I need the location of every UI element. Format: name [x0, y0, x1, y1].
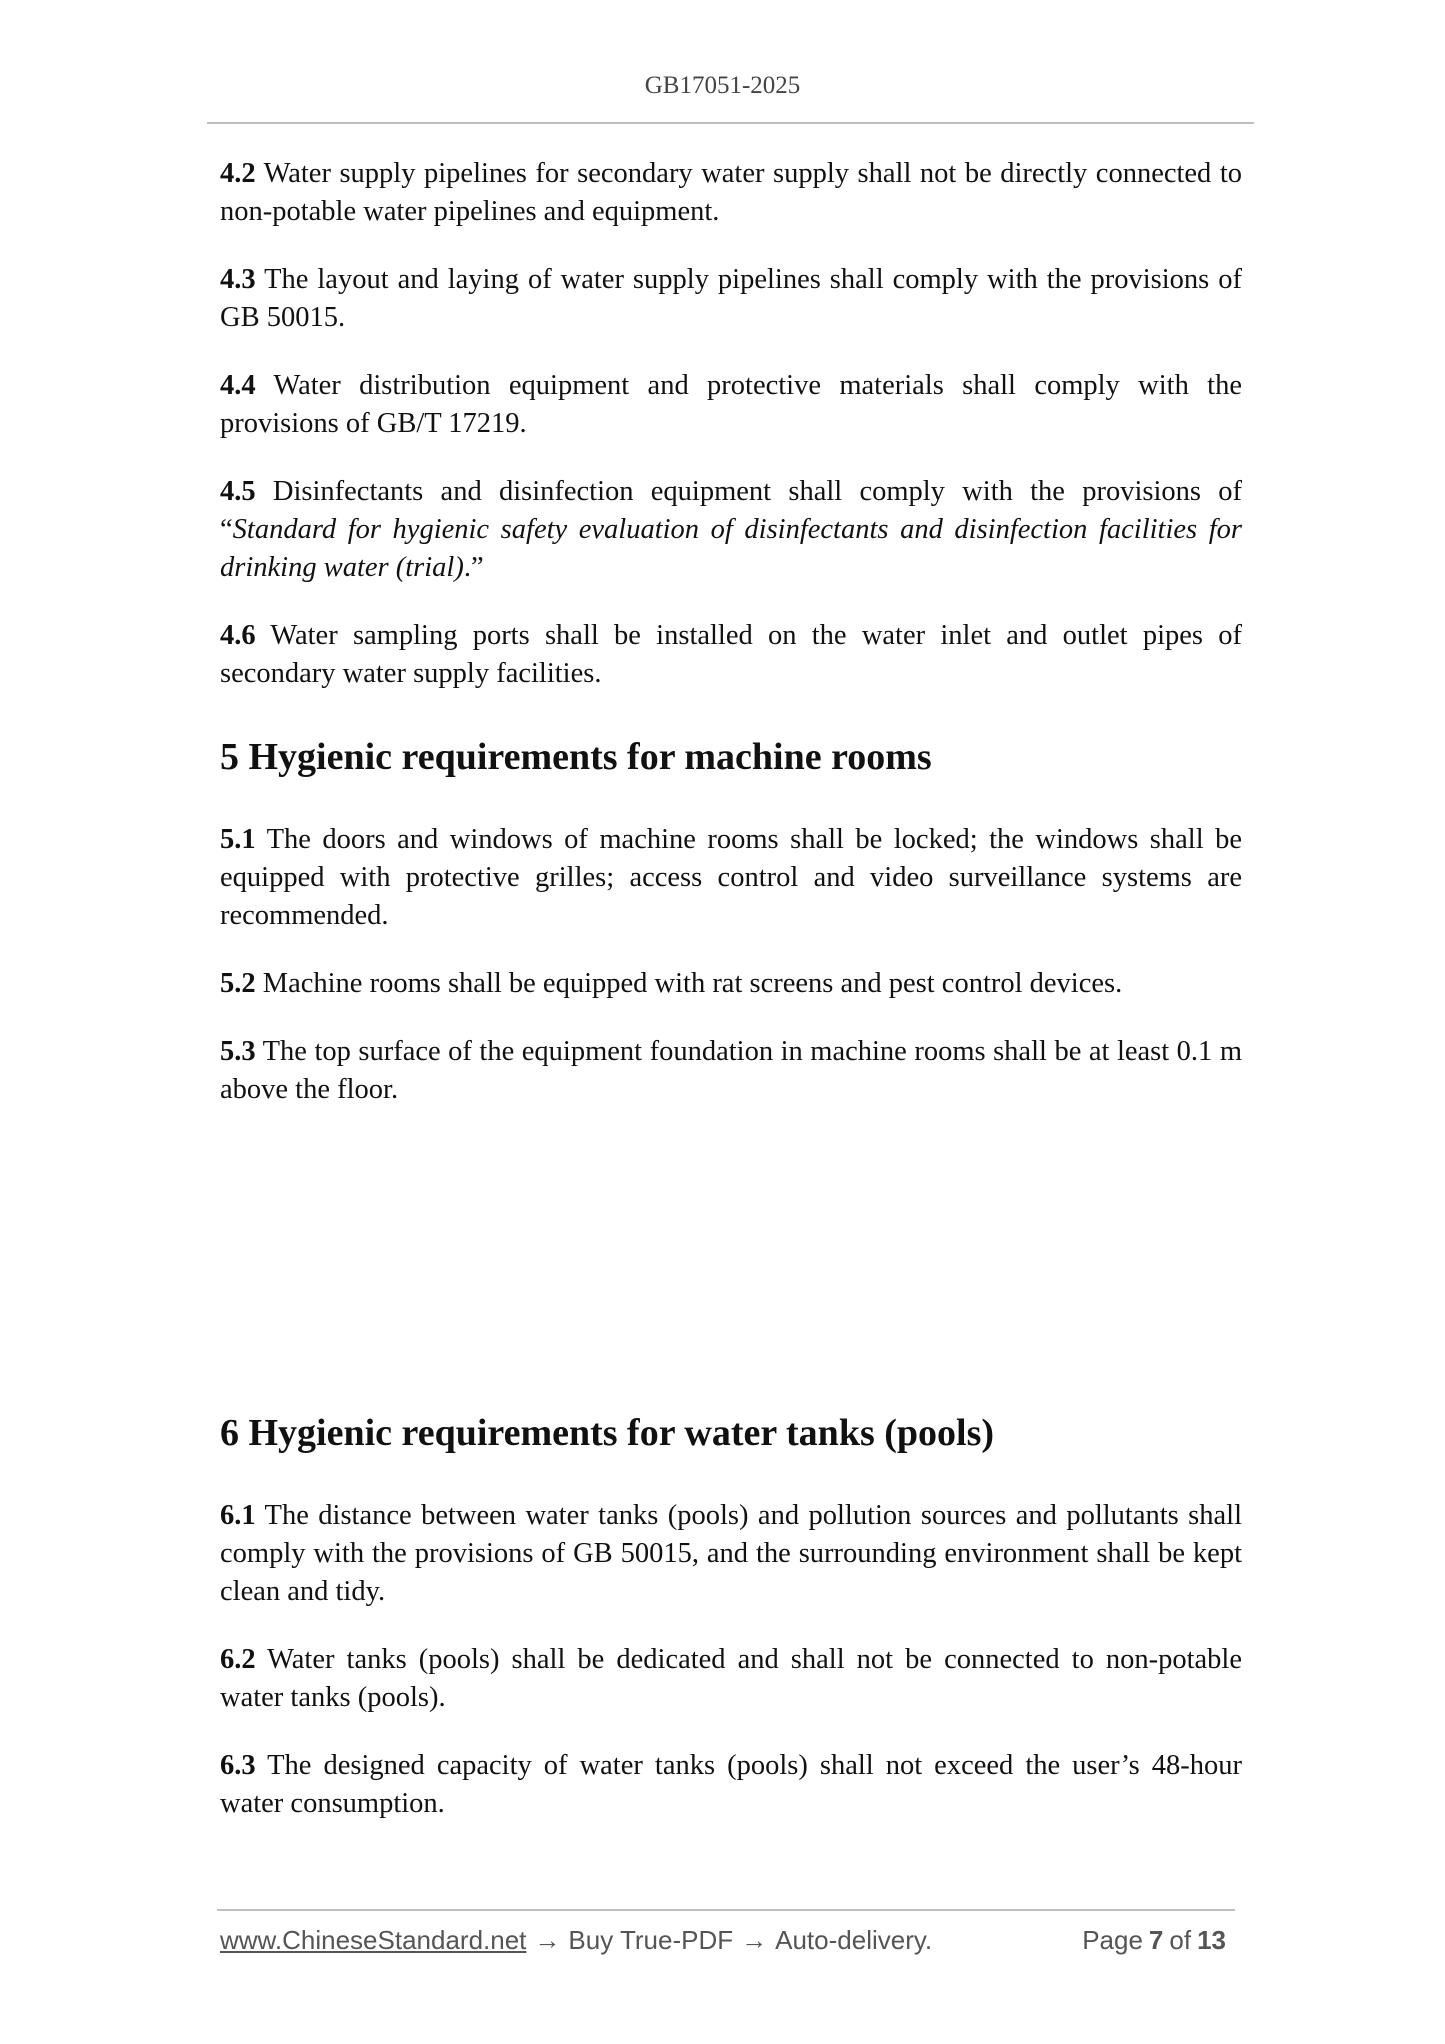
clause-4-4 — [220, 367, 1242, 443]
clause-4-5 — [220, 473, 1242, 587]
page-of-label: of — [1169, 1925, 1192, 1955]
page-label: Page — [1082, 1925, 1143, 1955]
clause-4-2 — [220, 155, 1242, 231]
document-id: GB17051-2025 — [644, 72, 801, 99]
clause-text: The top surface of the equipment foundation in machine rooms shall be at least 0.1 m above the floor. — [220, 1036, 1242, 1105]
cited-standard-title: Standard for hygienic safety evaluation of disinfectants and disinfection facilities for drinking water (trial) — [220, 514, 1242, 583]
clause-text: The layout and laying of water supply pipelines shall comply with the provisions of GB 50015. — [220, 264, 1242, 333]
footer-divider — [217, 1909, 1235, 1911]
page-indicator — [1082, 1925, 1232, 1956]
clause-text: Disinfectants and disinfection equipment shall comply with the provisions of “ — [220, 476, 1242, 545]
clause-number: 5.2 — [220, 968, 256, 999]
page-footer — [220, 1925, 1232, 1956]
clause-number: 6.3 — [220, 1750, 256, 1781]
clause-4-3 — [220, 261, 1242, 337]
document-body — [220, 155, 1242, 1853]
clause-text: Water tanks (pools) shall be dedicated and shall not be connected to non-potable water tanks (pools). — [220, 1644, 1242, 1713]
clause-text: Water sampling ports shall be installed on the water inlet and outlet pipes of secondary water supply facilities. — [220, 620, 1242, 689]
clause-5-3 — [220, 1033, 1242, 1109]
clause-6-1 — [220, 1497, 1242, 1611]
clause-number: 4.6 — [220, 620, 256, 651]
page-header — [0, 72, 1445, 100]
clause-text: The designed capacity of water tanks (pools) shall not exceed the user’s 48-hour water consumption. — [220, 1750, 1242, 1819]
total-pages: 13 — [1197, 1925, 1226, 1955]
clause-number: 5.3 — [220, 1036, 256, 1067]
footer-left — [220, 1925, 932, 1956]
arrow-right-icon: → — [534, 1925, 561, 1955]
delivery-text: Auto-delivery. — [775, 1925, 933, 1955]
clause-number: 6.1 — [220, 1500, 256, 1531]
clause-number: 5.1 — [220, 824, 256, 855]
section-6-heading: 6 Hygienic requirements for water tanks (pools) — [220, 1412, 995, 1454]
clause-number: 4.2 — [220, 158, 256, 189]
clause-text: The distance between water tanks (pools) and pollution sources and pollutants shall comply with the provisions of GB 50015, and the surrounding environment shall be kept clean and tidy. — [220, 1500, 1242, 1607]
buy-text: Buy True-PDF — [568, 1925, 734, 1955]
section-5-heading: 5 Hygienic requirements for machine rooms — [220, 736, 932, 778]
clause-number: 4.4 — [220, 370, 256, 401]
arrow-right-icon: → — [741, 1925, 768, 1955]
clause-text: Machine rooms shall be equipped with rat screens and pest control devices. — [255, 968, 1123, 999]
clause-number: 4.5 — [220, 476, 256, 507]
clause-number: 4.3 — [220, 264, 256, 295]
current-page: 7 — [1148, 1925, 1164, 1955]
header-divider — [207, 122, 1254, 124]
clause-6-3 — [220, 1747, 1242, 1823]
clause-5-2 — [220, 965, 1242, 1003]
clause-text: Water supply pipelines for secondary water supply shall not be directly connected to non-potable water pipelines and equipment. — [220, 158, 1242, 227]
clause-4-6 — [220, 617, 1242, 693]
website-link[interactable]: www.ChineseStandard.net — [220, 1925, 527, 1955]
clause-text-end: .” — [463, 552, 484, 583]
clause-text: The doors and windows of machine rooms shall be locked; the windows shall be equipped with protective grilles; access control and video surveillance systems are recommended. — [220, 824, 1242, 931]
clause-text: Water distribution equipment and protective materials shall comply with the provisions of GB/T 17219. — [220, 370, 1242, 439]
clause-number: 6.2 — [220, 1644, 256, 1675]
clause-5-1 — [220, 821, 1242, 935]
clause-6-2 — [220, 1641, 1242, 1717]
